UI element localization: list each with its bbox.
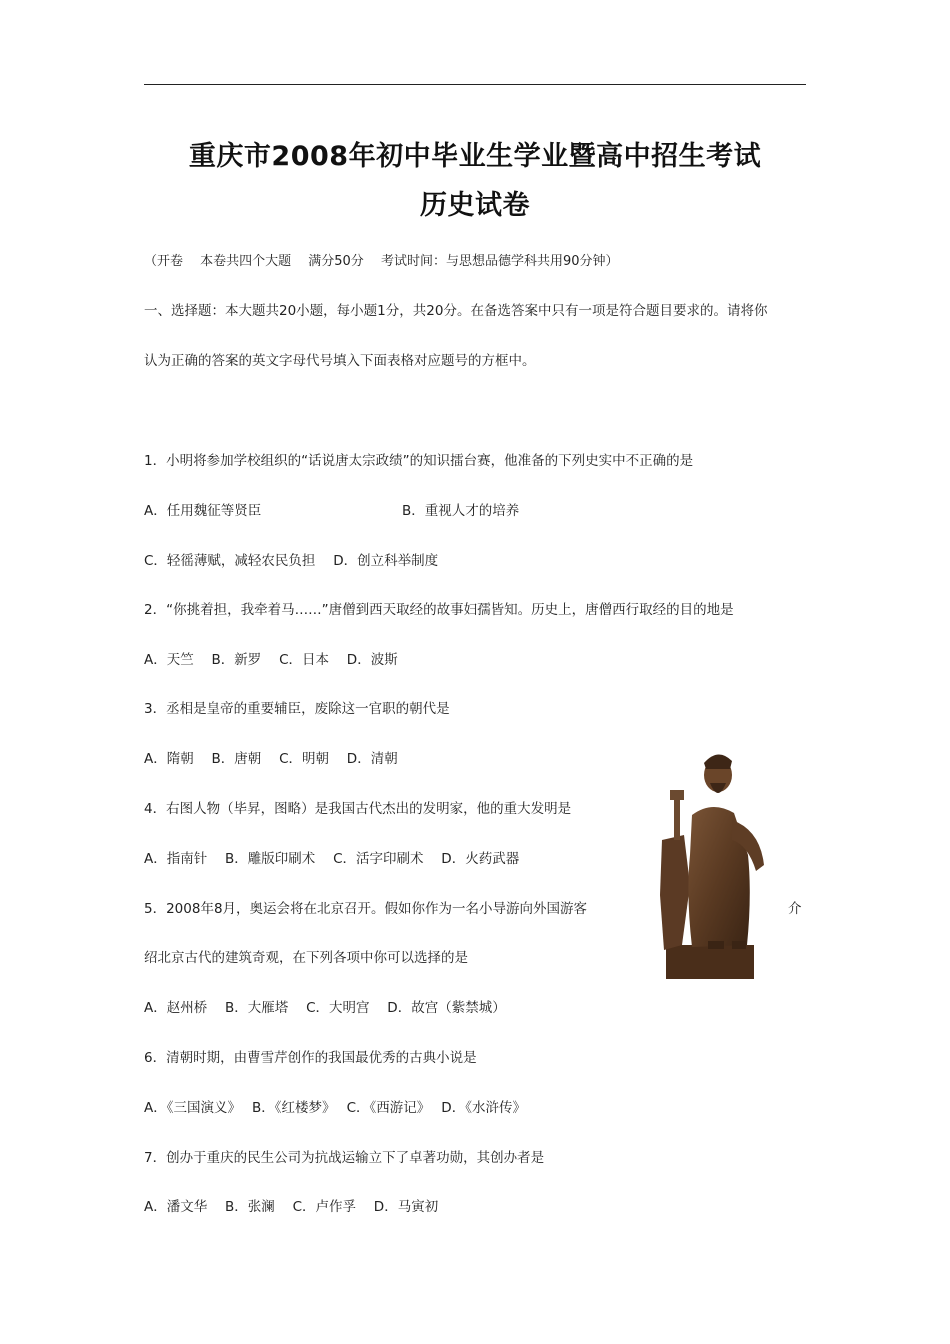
question-7-options: A．潘文华 B．张澜 C．卢作孚 D．马寅初 xyxy=(144,1199,439,1215)
question-6-stem: 6．清朝时期，由曹雪芹创作的我国最优秀的古典小说是 xyxy=(144,1050,477,1066)
question-1-option-a: A．任用魏征等贤臣 xyxy=(144,503,262,519)
question-4-options: A．指南针 B．雕版印刷术 C．活字印刷术 D．火药武器 xyxy=(144,851,520,867)
question-5-stem-line2: 绍北京古代的建筑奇观，在下列各项中你可以选择的是 xyxy=(144,950,468,966)
exam-subtitle: 历史试卷 xyxy=(420,190,530,221)
statue-figure-icon xyxy=(652,745,777,980)
question-1-stem: 1．小明将参加学校组织的“话说唐太宗政绩”的知识擂台赛，他准备的下列史实中不正确的是 xyxy=(144,453,694,469)
question-2-options: A．天竺 B．新罗 C．日本 D．波斯 xyxy=(144,652,398,668)
question-1-option-b: B．重视人才的培养 xyxy=(402,503,520,519)
question-3-stem: 3．丞相是皇帝的重要辅臣，废除这一官职的朝代是 xyxy=(144,701,450,717)
question-2-stem: 2．“你挑着担，我牵着马……”唐僧到西天取经的故事妇孺皆知。历史上，唐僧西行取经的目的地是 xyxy=(144,602,734,618)
question-7-stem: 7．创办于重庆的民生公司为抗战运输立下了卓著功勋，其创办者是 xyxy=(144,1150,545,1166)
question-6-options: A．《三国演义》 B．《红楼梦》 C．《西游记》 D．《水浒传》 xyxy=(144,1100,526,1116)
exam-title: 重庆市2008年初中毕业生学业暨高中招生考试 xyxy=(188,141,762,172)
section-intro-line1: 一、选择题：本大题共20小题，每小题1分，共20分。在备选答案中只有一项是符合题目要求的。请将你 xyxy=(144,303,768,319)
section-intro-line2: 认为正确的答案的英文字母代号填入下面表格对应题号的方框中。 xyxy=(144,353,536,369)
question-3-options: A．隋朝 B．唐朝 C．明朝 D．清朝 xyxy=(144,751,398,767)
question-5-stem: 5．2008年8月，奥运会将在北京召开。假如你作为一名小导游向外国游客 xyxy=(144,901,588,917)
question-1-options-cd: C．轻徭薄赋，减轻农民负担 D．创立科举制度 xyxy=(144,553,439,569)
question-5-options: A．赵州桥 B．大雁塔 C．大明宫 D．故宫（紫禁城） xyxy=(144,1000,506,1016)
exam-note: （开卷 本卷共四个大题 满分50分 考试时间：与思想品德学科共用90分钟） xyxy=(144,254,619,269)
top-rule xyxy=(144,84,806,85)
question-4-stem: 4．右图人物（毕昇，图略）是我国古代杰出的发明家，他的重大发明是 xyxy=(144,801,572,817)
question-5-stem-tail: 介 xyxy=(788,901,802,917)
